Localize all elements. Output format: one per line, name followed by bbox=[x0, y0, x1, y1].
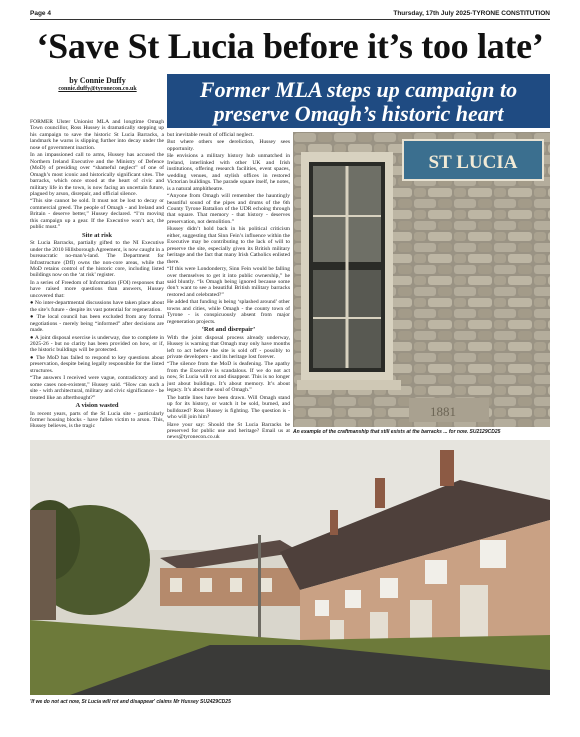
paragraph: “The answers I received were vague, contradictory and in some cases non-existent,” Hussey said. “How can such a site - with architectural, military and civic significance - be treated like an afterthought?” bbox=[30, 375, 164, 401]
paragraph: “If this were Londonderry, Sinn Fein would be falling over themselves to get it into public ownership,” he said bluntly. “Is Omagh being ignored because some don’t want to see a beautiful British military barracks restored and celebrated?” bbox=[167, 266, 290, 298]
paragraph: “Anyone from Omagh will remember the hauntingly beautiful sound of the pipes and drums of the 6th County Tyrone Battalion of the UDR echoing through that square. That memory - that history - deserves preservation, not demolition.” bbox=[167, 193, 290, 225]
paragraph: Have your say: Should the St Lucia Barracks be preserved for public use and heritage? Email us at news@tyronecon.co.uk bbox=[167, 421, 290, 440]
bullet-item: ● The local council has been excluded from any formal negotiations - merely being “informed” after decisions are made. bbox=[30, 314, 164, 334]
paragraph: “This site cannot be sold. It must not be lost to decay or commercial greed. The people of Omagh - and Ireland and Britain - deserve better,” Hussey declared. “I’m moving this campaign up a gear. If the Executive won’t act, the public must.” bbox=[30, 198, 164, 231]
photo-caption-1: An example of the craftmanship that still exists at the barracks ... for now. SU2129CD25 bbox=[293, 429, 501, 435]
subheading: ‘Rot and disrepair’ bbox=[201, 326, 256, 334]
page-header bbox=[30, 8, 550, 20]
houses-illustration bbox=[30, 440, 550, 695]
paragraph: He added that funding is being ‘splashed around’ other towns and cities, while Omagh - the county town of Tyrone - is conspicuously absent from major regeneration projects. bbox=[167, 299, 290, 325]
banner-line-2: preserve Omagh’s historic heart bbox=[213, 101, 504, 126]
stone-wall-illustration bbox=[293, 132, 550, 427]
banner-line-1: Former MLA steps up campaign to bbox=[199, 77, 518, 102]
sign-text: ST LUCIA bbox=[428, 152, 518, 173]
paragraph: In recent years, parts of the St Lucia site - particularly former housing blocks - have fallen victim to arson. This, Hussey believes, is the tragic bbox=[30, 410, 164, 430]
paragraph: In a series of Freedom of Information (FOI) responses that have raised more questions than answers, Hussey uncovered that: bbox=[30, 279, 164, 299]
bullet-item: ● The MoD has failed to respond to key questions about preservation, despite being legally responsible for the listed structures. bbox=[30, 354, 164, 374]
page-number: Page 4 bbox=[30, 10, 51, 17]
byline-spacer bbox=[30, 97, 164, 119]
paragraph: The battle lines have been drawn. Will Omagh stand up for its history, or watch it be sold, burned, and bulldozed? Ross Hussey is fighting. The question is - who will join him? bbox=[167, 394, 290, 421]
photo-stone-wall-sign bbox=[293, 132, 550, 427]
subheading: Site at risk bbox=[82, 231, 112, 239]
paragraph: But where others see dereliction, Hussey sees opportunity. bbox=[167, 139, 290, 152]
standfirst-banner bbox=[167, 74, 550, 128]
subheading: A vision wasted bbox=[75, 402, 119, 410]
paragraph: “The silence from the MoD is deafening. The apathy from the Executive is scandalous. If we do not act now, St Lucia will rot and disappear. This is no longer just about buildings. It’s about memory. It’s about legacy. It’s about the soul of Omagh.” bbox=[167, 361, 290, 394]
paragraph: He envisions a military history hub unmatched in Ireland, interlinked with other UK and Irish institutions, offering research facilities, event spaces, wedding venues, and stylish offices in restored Victorian buildings. The parade square itself, he notes, is a natural amphitheatre. bbox=[167, 153, 290, 192]
headline: ‘Save St Lucia before it’s too late’ bbox=[36, 26, 544, 66]
photo-terraced-houses bbox=[30, 440, 550, 695]
date-stone-text: 1881 bbox=[430, 404, 456, 419]
paragraph: With the joint disposal process already underway, Hussey is warning that Omagh may only have months left to act before the site is sold off - possibly to private developers - and its heritage lost forever. bbox=[167, 334, 290, 360]
photo-caption-2: 'If we do not act now, St Lucia will rot and disappear' claims Mr Hussey SU2429CD25 bbox=[30, 699, 231, 705]
paragraph: Hussey didn’t hold back in his political criticism either, suggesting that Sinn Fein’s influence within the Executive may be contributing to the lack of will to preserve the site, especially given its British military heritage and the fact that many Irish Catholics enlisted there. bbox=[167, 226, 290, 265]
publication-date: Thursday, 17th July 2025-TYRONE CONSTITUTION bbox=[393, 10, 550, 17]
byline-email[interactable]: connie.duffy@tyronecon.co.uk bbox=[58, 86, 137, 92]
paragraph: In an impassioned call to arms, Hussey has accused the Northern Ireland Executive and the Ministry of Defence (MoD) of presiding over “shameful neglect” of one of Omagh’s most iconic and historically significant sites. The barracks, which once stood at the heart of civic and military life in the town, is now facing an uncertain future, plagued by arson, disrepair, and official silence. bbox=[30, 152, 164, 197]
byline-author: by Connie Duffy bbox=[69, 76, 126, 85]
article-column-1 bbox=[30, 97, 164, 437]
paragraph: but inevitable result of official neglect. bbox=[167, 132, 254, 138]
bullet-item: ● No inter-departmental discussions have taken place about the site’s future - despite its vast potential for regeneration. bbox=[30, 300, 164, 313]
paragraph: FORMER Ulster Unionist MLA and longtime Omagh Town councillor, Ross Hussey is dramatically stepping up his campaign to save the historic St Lucia Barracks, a landmark he warns is slipping further into decay under the nose of government inaction. bbox=[30, 119, 164, 151]
byline bbox=[30, 77, 165, 93]
article-column-2 bbox=[167, 132, 290, 440]
bullet-item: ● A joint disposal exercise is underway, due to complete in 2025-26 - but no clarity has been provided on how, or if, the historic buildings will be protected. bbox=[30, 334, 164, 354]
paragraph: St Lucia Barracks, partially gifted to the NI Executive under the 2010 Hillsborough Agreement, is now caught in a bureaucratic no-man’s-land. The Department for Infrastructure (DfI) owns the non-core areas, while the MoD retains control of the historic core, including listed buildings now on the ‘at risk’ register. bbox=[30, 240, 164, 279]
